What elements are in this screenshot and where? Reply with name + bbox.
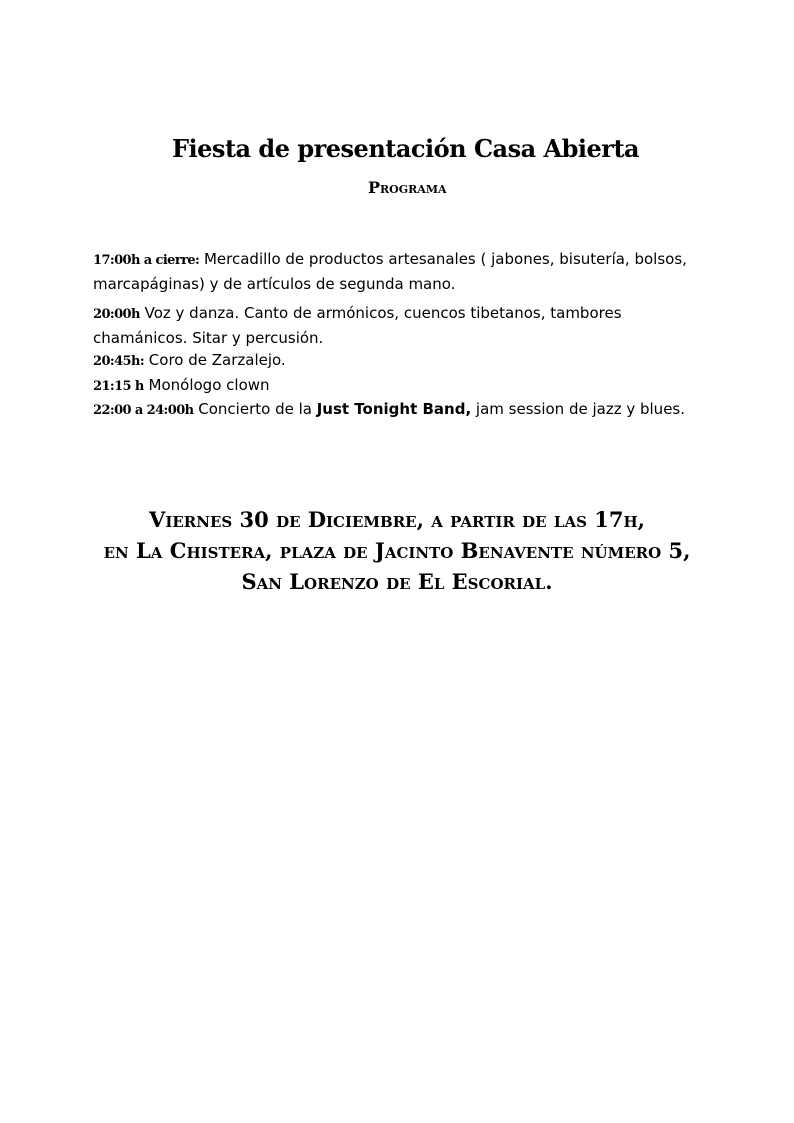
band-name: Just Tonight Band, (316, 400, 472, 418)
program-item (93, 302, 713, 349)
event-town: San Lorenzo de El Escorial. (241, 569, 553, 594)
program-time: 21:15 h (93, 378, 144, 394)
program-time: 20:45h: (93, 354, 145, 369)
event-venue: en La Chistera, plaza de Jacinto Benavente número 5, (103, 538, 691, 563)
program-item (93, 374, 713, 399)
program-description-end: jam session de jazz y blues. (471, 400, 686, 418)
page-title: Fiesta de presentación Casa Abierta (172, 134, 640, 163)
program-time: 20:00h (93, 307, 140, 322)
program-heading: Programa (368, 178, 447, 197)
program-description: Coro de Zarzalejo. (144, 351, 286, 369)
program-description: Monólogo clown (143, 375, 270, 394)
program-description: Concierto de la (193, 400, 317, 418)
program-time: 22:00 a 24:00h (93, 403, 194, 418)
program-item (93, 248, 713, 295)
program-description: Voz y danza. Canto de armónicos, cuencos tibetanos, tambores chamánicos. Sitar y percusión. (93, 304, 622, 347)
program-list (93, 248, 713, 423)
event-date: Viernes 30 de Diciembre, a partir de las 17h, (149, 507, 645, 532)
program-time: 17:00h a cierre: (93, 253, 200, 268)
event-details (0, 504, 794, 597)
program-description: Mercadillo de productos artesanales ( jabones, bisutería, bolsos, marcapáginas) y de artículos de segunda mano. (93, 250, 687, 293)
program-item (93, 349, 713, 374)
program-item (93, 398, 713, 423)
